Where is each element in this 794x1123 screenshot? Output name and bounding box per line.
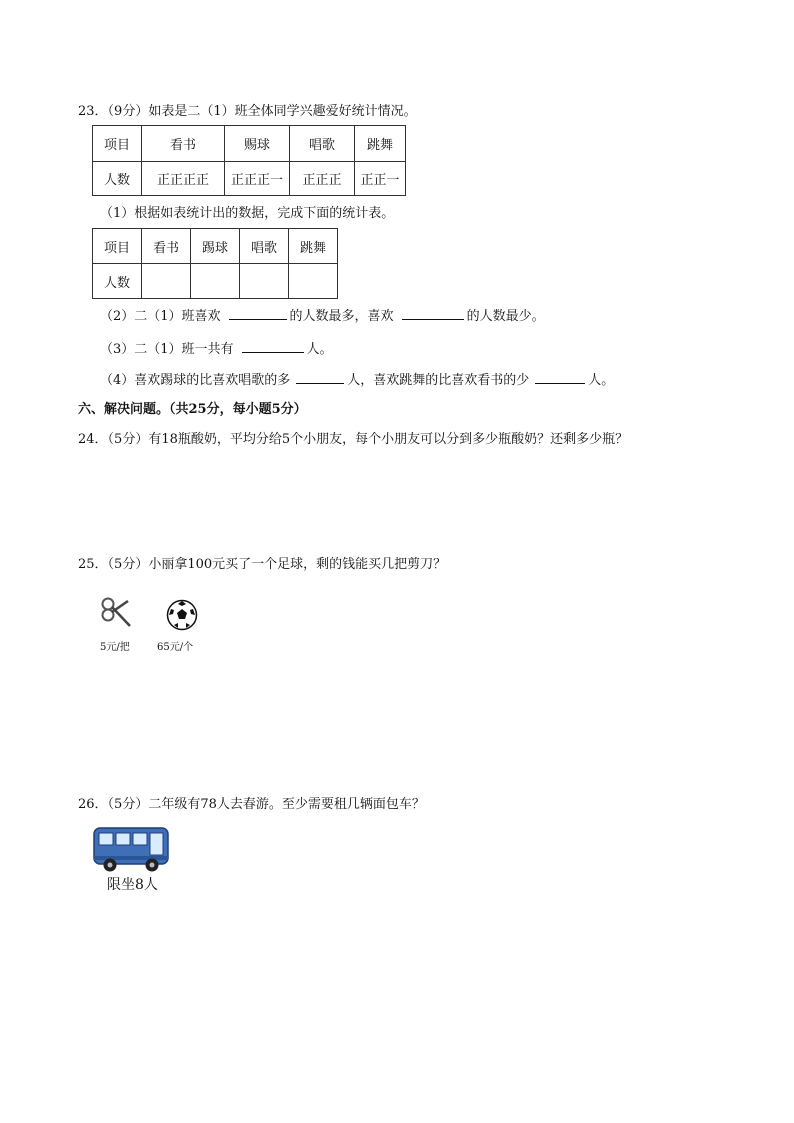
tally-table: [92, 125, 406, 196]
q23-sub2-c: 的人数最少。: [466, 309, 545, 324]
section-heading: 六、解决问题。（共25分，每小题5分）: [78, 402, 307, 417]
q23-sub1: （1）根据如表统计出的数据，完成下面的统计表。: [100, 206, 395, 221]
tally-cell-reading: 正正正正: [142, 162, 225, 196]
tally-header-reading: 看书: [142, 126, 225, 162]
stats-header-dancing: 跳舞: [289, 229, 338, 264]
stats-cell-reading[interactable]: [142, 264, 191, 299]
stats-row-label: 人数: [93, 264, 142, 299]
q23-sub3: [100, 340, 333, 358]
stats-cell-dancing[interactable]: [289, 264, 338, 299]
answer-blank-football-vs-singing[interactable]: [296, 371, 344, 384]
stats-header-football: 踢球: [191, 229, 240, 264]
tally-cell-football: 正正正一: [225, 162, 290, 196]
q23-sub4: [100, 371, 614, 389]
stats-table: [92, 228, 338, 299]
scissors-price: 5元/把: [100, 642, 130, 653]
tally-row-label: 人数: [93, 162, 142, 196]
stats-cell-football[interactable]: [191, 264, 240, 299]
scissors-icon: [100, 596, 134, 632]
q23-sub3-a: （3）二（1）班一共有: [100, 342, 234, 357]
answer-blank-dancing-vs-reading[interactable]: [535, 371, 585, 384]
stats-header-reading: 看书: [142, 229, 191, 264]
q23-sub2: [100, 307, 545, 325]
tally-header-singing: 唱歌: [290, 126, 355, 162]
stats-cell-singing[interactable]: [240, 264, 289, 299]
answer-blank-total[interactable]: [242, 340, 304, 353]
q23-sub2-b: 的人数最多，喜欢: [289, 309, 394, 324]
tally-header-item: 项目: [93, 126, 142, 162]
q23-sub4-a: （4）喜欢踢球的比喜欢唱歌的多: [100, 373, 291, 388]
stats-header-singing: 唱歌: [240, 229, 289, 264]
minibus-icon: [92, 826, 170, 874]
q23-sub4-b: 人，喜欢跳舞的比喜欢看书的少: [347, 373, 530, 388]
tally-header-football: 赐球: [225, 126, 290, 162]
tally-cell-singing: 正正正: [290, 162, 355, 196]
q25-text: 25．（5分）小丽拿100元买了一个足球，剩的钱能买几把剪刀？: [78, 557, 447, 572]
ball-price: 65元/个: [157, 642, 194, 653]
answer-blank-least[interactable]: [402, 307, 464, 320]
q26-text: 26．（5分）二年级有78人去春游。至少需要租几辆面包车？: [78, 797, 425, 812]
q23-sub4-c: 人。: [588, 373, 615, 388]
tally-header-dancing: 跳舞: [355, 126, 406, 162]
bus-capacity-label: 限坐8人: [107, 877, 158, 893]
answer-blank-most[interactable]: [229, 307, 287, 320]
q23-title: 23．（9分）如表是二（1）班全体同学兴趣爱好统计情况。: [78, 104, 417, 119]
tally-cell-dancing: 正正一: [355, 162, 406, 196]
q24-text: 24．（5分）有18瓶酸奶，平均分给5个小朋友，每个小朋友可以分到多少瓶酸奶？还剩多少瓶？: [78, 432, 629, 447]
q23-sub2-a: （2）二（1）班喜欢: [100, 309, 221, 324]
soccer-ball-icon: [166, 599, 198, 631]
q23-sub3-b: 人。: [306, 342, 333, 357]
stats-header-item: 项目: [93, 229, 142, 264]
